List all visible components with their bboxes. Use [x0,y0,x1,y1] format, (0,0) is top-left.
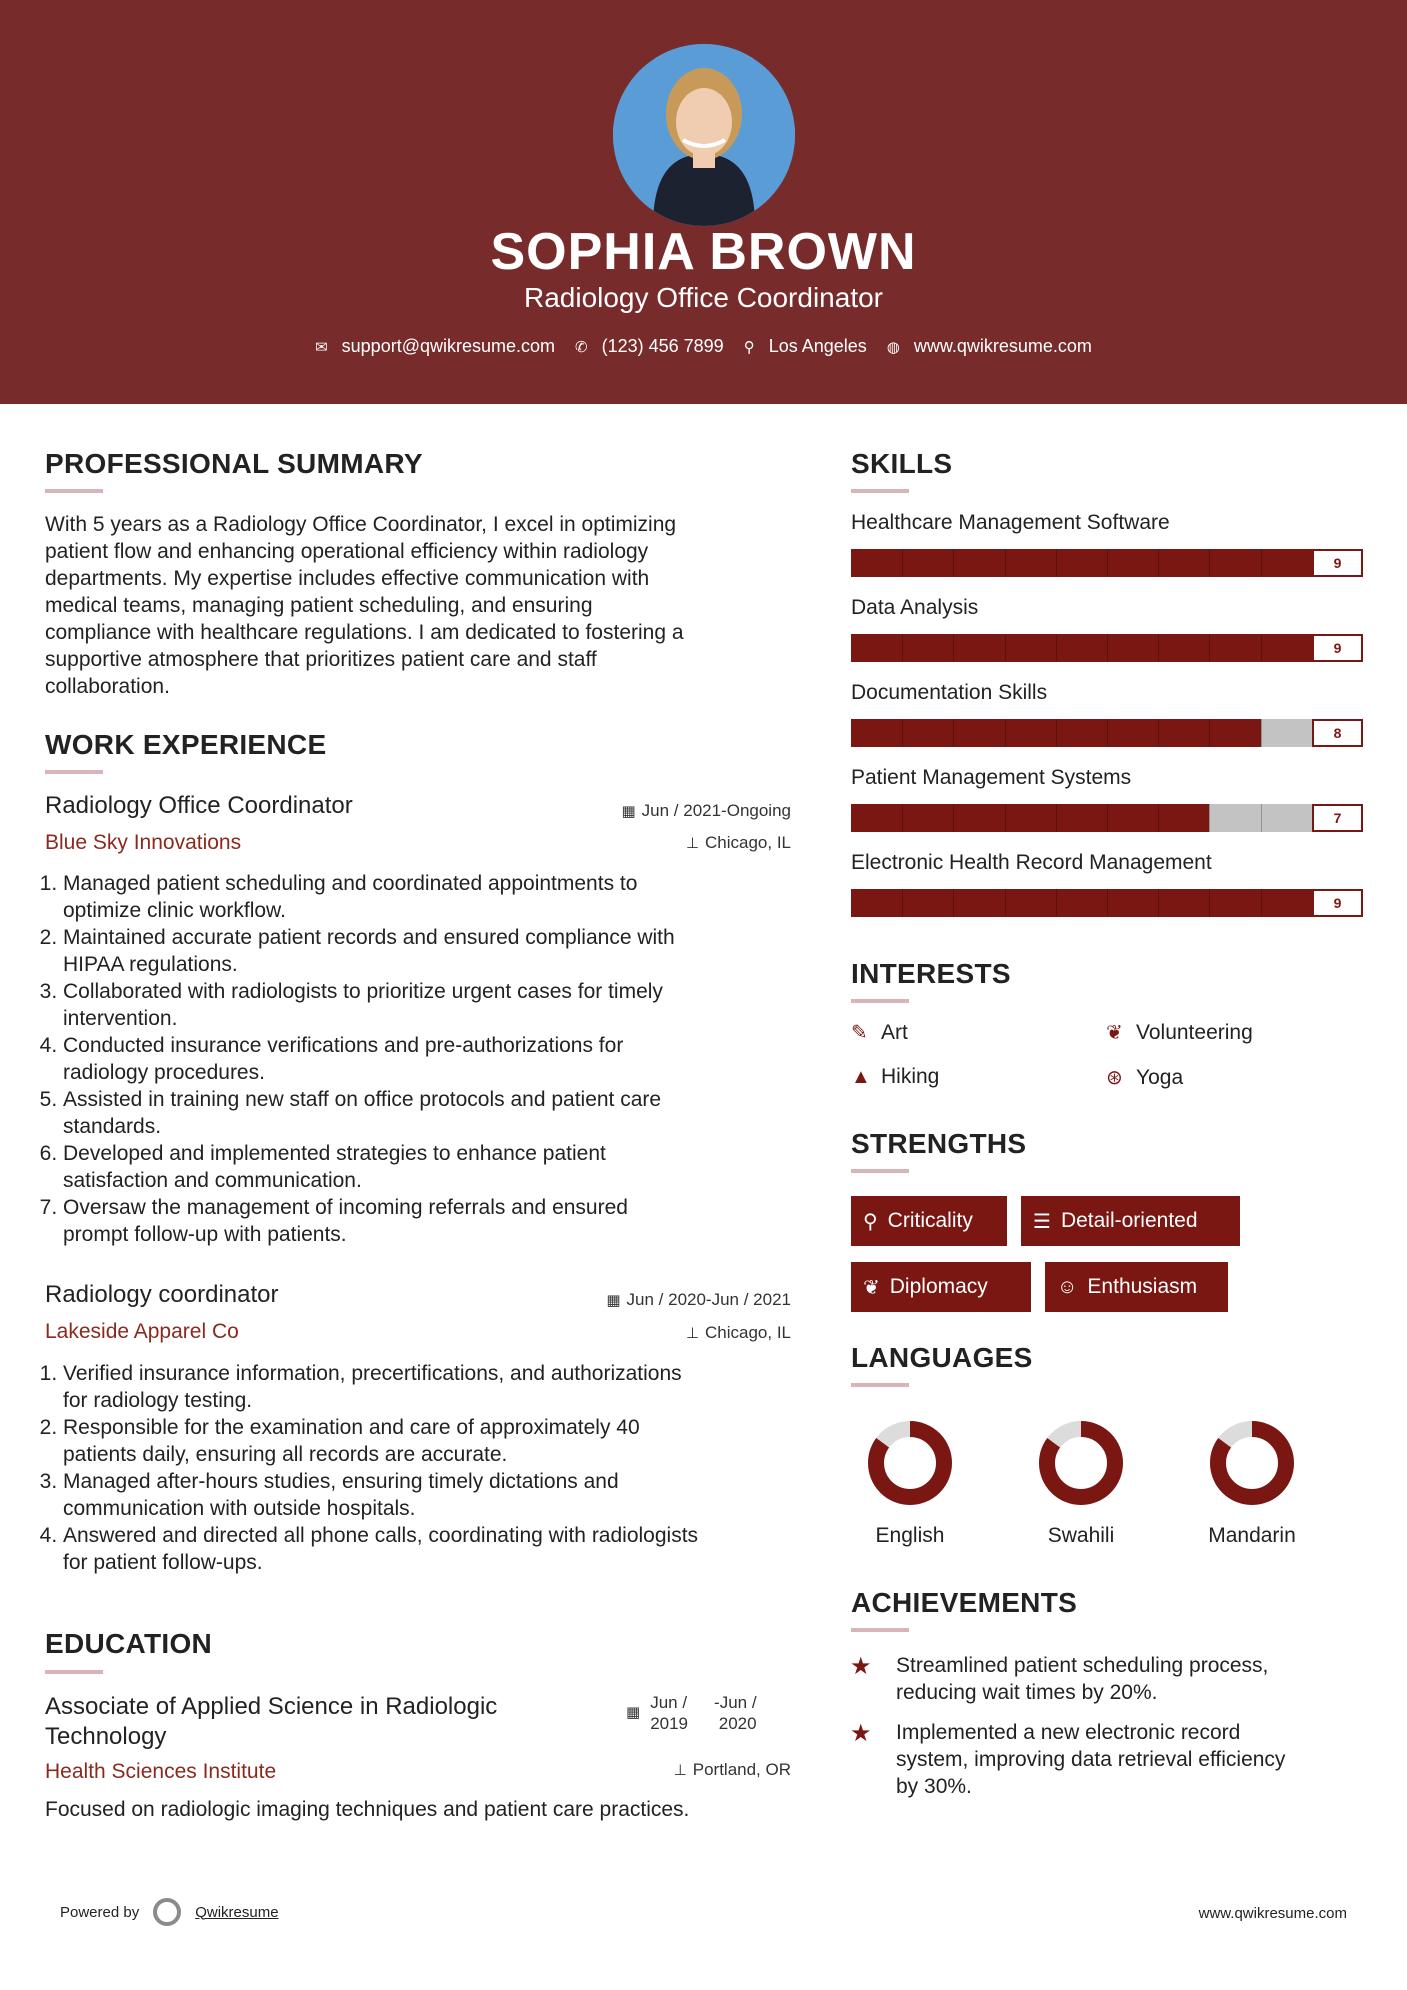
education-end-1: Jun / [719,1693,757,1712]
skill-bar-segment [1056,549,1057,577]
job-date [606,1290,791,1310]
job-date [621,801,791,821]
skill-bar-segment [953,549,954,577]
education-start-2: 2019 [650,1714,689,1733]
item-line: Answered and directed all phone calls, coordinating with radiologists [63,1524,699,1547]
skill-level-badge: 9 [1312,549,1363,577]
skill-level-badge: 7 [1312,804,1363,832]
job-date-text: Jun / 2021-Ongoing [641,801,791,820]
item-line: standards. [63,1115,162,1138]
skill-bar-fill [851,889,1312,917]
skill-bar-segment [1158,719,1159,747]
strength-detail-oriented [1021,1196,1240,1246]
skill-bar-segment [1158,804,1159,832]
skill-level-badge: 9 [1312,634,1363,662]
item-line: optimize clinic workflow. [63,899,286,922]
map-pin-icon: ⚲ [743,338,755,356]
skill-bar-segment [1107,634,1108,662]
education-start-1: Jun / [650,1693,688,1712]
list-item [63,1140,803,1194]
item-line: patients daily, ensuring all records are accurate. [63,1443,508,1466]
languages-title: LANGUAGES [851,1342,1033,1373]
summary-line: departments. My expertise includes effective communication with [45,567,650,590]
paintbrush-icon: ✎ [851,1022,868,1044]
phone-text: (123) 456 7899 [601,336,724,356]
interest-yoga [1106,1065,1183,1090]
interest-label: Art [881,1020,908,1044]
contact-location [744,336,867,357]
qwikresume-logo-icon [153,1898,181,1926]
item-line: Responsible for the examination and care of approximately 40 [63,1416,640,1439]
calendar-icon: ▦ [606,1292,621,1309]
item-line: for patient follow-ups. [63,1551,263,1574]
degree-line: Associate of Applied Science in Radiologic [45,1693,498,1720]
interests-underline [851,999,909,1003]
skill-bar [851,549,1363,577]
achievement-item [896,1652,1268,1706]
job-location-text: Chicago, IL [705,1323,791,1342]
strength-label: Detail-oriented [1060,1209,1198,1232]
pin-icon: ⊥ [685,835,699,852]
skill-bar-segment [1005,889,1006,917]
education-start [650,1692,688,1734]
education-location-text: Portland, OR [692,1760,791,1779]
pin-icon: ⊥ [685,1325,699,1342]
powered-by-text: Powered by [60,1903,140,1921]
list-item [63,1194,803,1248]
list-item [63,1032,803,1086]
list-item [63,924,803,978]
avatar-portrait [613,44,795,226]
skill-bar-segment [1209,889,1210,917]
envelope-icon: ✉ [315,338,328,356]
location-text: Los Angeles [768,336,867,356]
skill-bar-segment [953,719,954,747]
skill-bar-fill [851,634,1312,662]
summary-title: PROFESSIONAL SUMMARY [45,448,423,479]
contact-website[interactable] [887,336,1092,357]
skill-bar-segment [1107,889,1108,917]
strength-diplomacy [851,1262,1031,1312]
job-location [686,1323,791,1343]
job-title: Radiology Office Coordinator [45,792,353,819]
skill-bar-segment [1209,634,1210,662]
strength-criticality [851,1196,1007,1246]
skill-bar [851,634,1363,662]
achievements-underline [851,1628,909,1632]
language-label: Swahili [1047,1524,1115,1547]
contact-phone[interactable] [575,336,724,357]
skill-bar-segment [1005,804,1006,832]
list-item [63,1468,803,1522]
candidate-name: SOPHIA BROWN [490,223,917,281]
achievement-line: by 30%. [896,1775,972,1798]
work-title: WORK EXPERIENCE [45,729,327,760]
education-underline [45,1670,103,1674]
skill-bar-fill [851,804,1209,832]
skill-bar-segment [1261,634,1262,662]
skill-bar-segment [1261,804,1262,832]
interest-label: Yoga [1136,1065,1184,1089]
list-icon: ☰ [1033,1210,1051,1233]
summary-line: With 5 years as a Radiology Office Coordinator, I excel in optimizing [45,513,677,536]
achievement-item [896,1719,1285,1800]
item-line: intervention. [63,1007,178,1030]
list-item [63,1522,803,1576]
skill-bar-segment [1005,634,1006,662]
education-location [674,1760,791,1780]
pin-icon: ⊥ [673,1762,687,1779]
skill-bar-fill [851,549,1312,577]
education-date [626,1692,757,1734]
skill-bar-segment [1261,549,1262,577]
footer-powered [60,1898,279,1926]
skill-bar-segment [1005,719,1006,747]
calendar-icon: ▦ [621,803,636,820]
item-line: Developed and implemented strategies to enhance patient [63,1142,606,1165]
job-location-text: Chicago, IL [705,833,791,852]
website-text: www.qwikresume.com [913,336,1092,356]
skill-name: Electronic Health Record Management [851,851,1212,874]
item-line: radiology procedures. [63,1061,265,1084]
item-line: Verified insurance information, precertifications, and authorizations [63,1362,682,1385]
job-company: Lakeside Apparel Co [45,1320,239,1343]
interest-art [851,1020,908,1045]
star-icon: ★ [850,1720,872,1747]
skill-bar-segment [1107,719,1108,747]
skill-bar-segment [1056,719,1057,747]
list-item [63,978,803,1032]
email-text: support@qwikresume.com [341,336,556,356]
smile-icon: ☺ [1057,1275,1078,1298]
summary-line: medical teams, managing patient scheduling, and ensuring [45,594,593,617]
achievements-title: ACHIEVEMENTS [851,1587,1078,1618]
skill-bar-segment [902,719,903,747]
achievement-line: Implemented a new electronic record [896,1721,1241,1744]
skill-bar [851,889,1363,917]
skill-bar-segment [902,634,903,662]
item-line: HIPAA regulations. [63,953,238,976]
strength-label: Criticality [887,1209,973,1232]
item-line: Oversaw the management of incoming referrals and ensured [63,1196,628,1219]
strength-label: Enthusiasm [1087,1275,1198,1298]
skill-name: Healthcare Management Software [851,511,1170,534]
skill-bar-segment [1209,549,1210,577]
interest-label: Hiking [881,1065,940,1088]
footer-site[interactable]: www.qwikresume.com [1198,1905,1347,1922]
brand-link[interactable]: Qwikresume [195,1903,279,1921]
search-icon: ⚲ [863,1210,878,1233]
skill-name: Data Analysis [851,596,979,619]
interest-volunteering [1106,1020,1253,1045]
strengths-underline [851,1169,909,1173]
skill-bar-segment [1158,634,1159,662]
item-line: Managed after-hours studies, ensuring timely dictations and [63,1470,619,1493]
skills-underline [851,489,909,493]
summary-line: collaboration. [45,675,170,698]
skill-bar-segment [1261,889,1262,917]
strength-label: Diplomacy [889,1275,988,1298]
skill-bar-segment [953,889,954,917]
skill-bar-segment [1209,804,1210,832]
summary-line: compliance with healthcare regulations. I am dedicated to fostering a [45,621,684,644]
languages-underline [851,1383,909,1387]
contact-email[interactable] [315,336,555,357]
skill-bar-segment [902,804,903,832]
job-company: Blue Sky Innovations [45,831,242,854]
skill-bar [851,804,1363,832]
candidate-role: Radiology Office Coordinator [523,282,883,313]
job-title: Radiology coordinator [45,1281,279,1308]
skills-title: SKILLS [851,448,953,479]
phone-icon: ✆ [575,338,588,356]
list-item [63,1360,803,1414]
skill-bar-segment [1056,889,1057,917]
star-icon: ★ [850,1653,872,1680]
globe-icon: ◍ [886,338,900,356]
job-responsibilities [45,1360,803,1576]
education-end-2: 2020 [718,1714,757,1733]
school-name: Health Sciences Institute [45,1760,277,1783]
degree-line: Technology [45,1723,167,1750]
item-line: Managed patient scheduling and coordinated appointments to [63,872,638,895]
handshake-icon: ❦ [1106,1022,1123,1044]
language-donut [860,1413,960,1513]
skill-bar-segment [1261,719,1262,747]
contact-bar [0,336,1407,357]
skill-level-badge: 9 [1312,889,1363,917]
interest-hiking [851,1065,939,1089]
skill-bar-segment [1158,549,1159,577]
achievement-line: reducing wait times by 20%. [896,1681,1158,1704]
item-line: communication with outside hospitals. [63,1497,416,1520]
lifering-icon: ⊛ [1106,1067,1123,1089]
skill-bar-segment [953,634,954,662]
handshake-icon: ❦ [863,1276,880,1299]
skill-bar-segment [1209,719,1210,747]
achievement-line: Streamlined patient scheduling process, [896,1654,1269,1677]
education-desc: Focused on radiologic imaging techniques and patient care practices. [45,1798,690,1821]
list-item [63,870,803,924]
skill-bar-segment [902,549,903,577]
skill-bar-segment [902,889,903,917]
summary-text [45,511,684,700]
language-donut [1202,1413,1302,1513]
education-end: -Jun / 2020 [714,1693,757,1733]
item-line: Maintained accurate patient records and ensured compliance with [63,926,675,949]
item-line: Assisted in training new staff on office protocols and patient care [63,1088,662,1111]
summary-line: supportive atmosphere that prioritizes patient care and staff [45,648,597,671]
item-line: satisfaction and communication. [63,1169,362,1192]
interest-label: Volunteering [1136,1020,1253,1044]
achievement-line: system, improving data retrieval efficiency [896,1748,1286,1771]
language-label: Mandarin [1208,1524,1296,1547]
item-line: Conducted insurance verifications and pre-authorizations for [63,1034,624,1057]
language-donut [1031,1413,1131,1513]
degree-title [45,1692,497,1752]
skill-name: Documentation Skills [851,681,1048,704]
summary-underline [45,489,103,493]
education-title: EDUCATION [45,1628,213,1659]
skill-level-badge: 8 [1312,719,1363,747]
item-line: prompt follow-up with patients. [63,1223,347,1246]
list-item [63,1414,803,1468]
skill-bar [851,719,1363,747]
job-responsibilities [45,870,803,1248]
skill-bar-segment [1158,889,1159,917]
item-line: for radiology testing. [63,1389,253,1412]
language-label: English [875,1524,945,1547]
skill-bar-segment [1107,804,1108,832]
skill-bar-segment [1005,549,1006,577]
strengths-title: STRENGTHS [851,1128,1027,1159]
item-line: Collaborated with radiologists to prioritize urgent cases for timely [63,980,663,1003]
skill-bar-segment [953,804,954,832]
job-location [686,833,791,853]
work-underline [45,770,103,774]
list-item [63,1086,803,1140]
calendar-icon: ▦ [626,1704,641,1721]
strength-enthusiasm [1045,1262,1228,1312]
skill-bar-segment [1056,804,1057,832]
tree-icon: ▲ [851,1065,871,1088]
skill-name: Patient Management Systems [851,766,1132,789]
header [0,0,1407,404]
avatar [613,44,795,226]
skill-bar-segment [1056,634,1057,662]
skill-bar-segment [1107,549,1108,577]
summary-line: patient flow and enhancing operational efficiency within radiology [45,540,649,563]
job-date-text: Jun / 2020-Jun / 2021 [626,1290,791,1309]
interests-title: INTERESTS [851,958,1011,989]
